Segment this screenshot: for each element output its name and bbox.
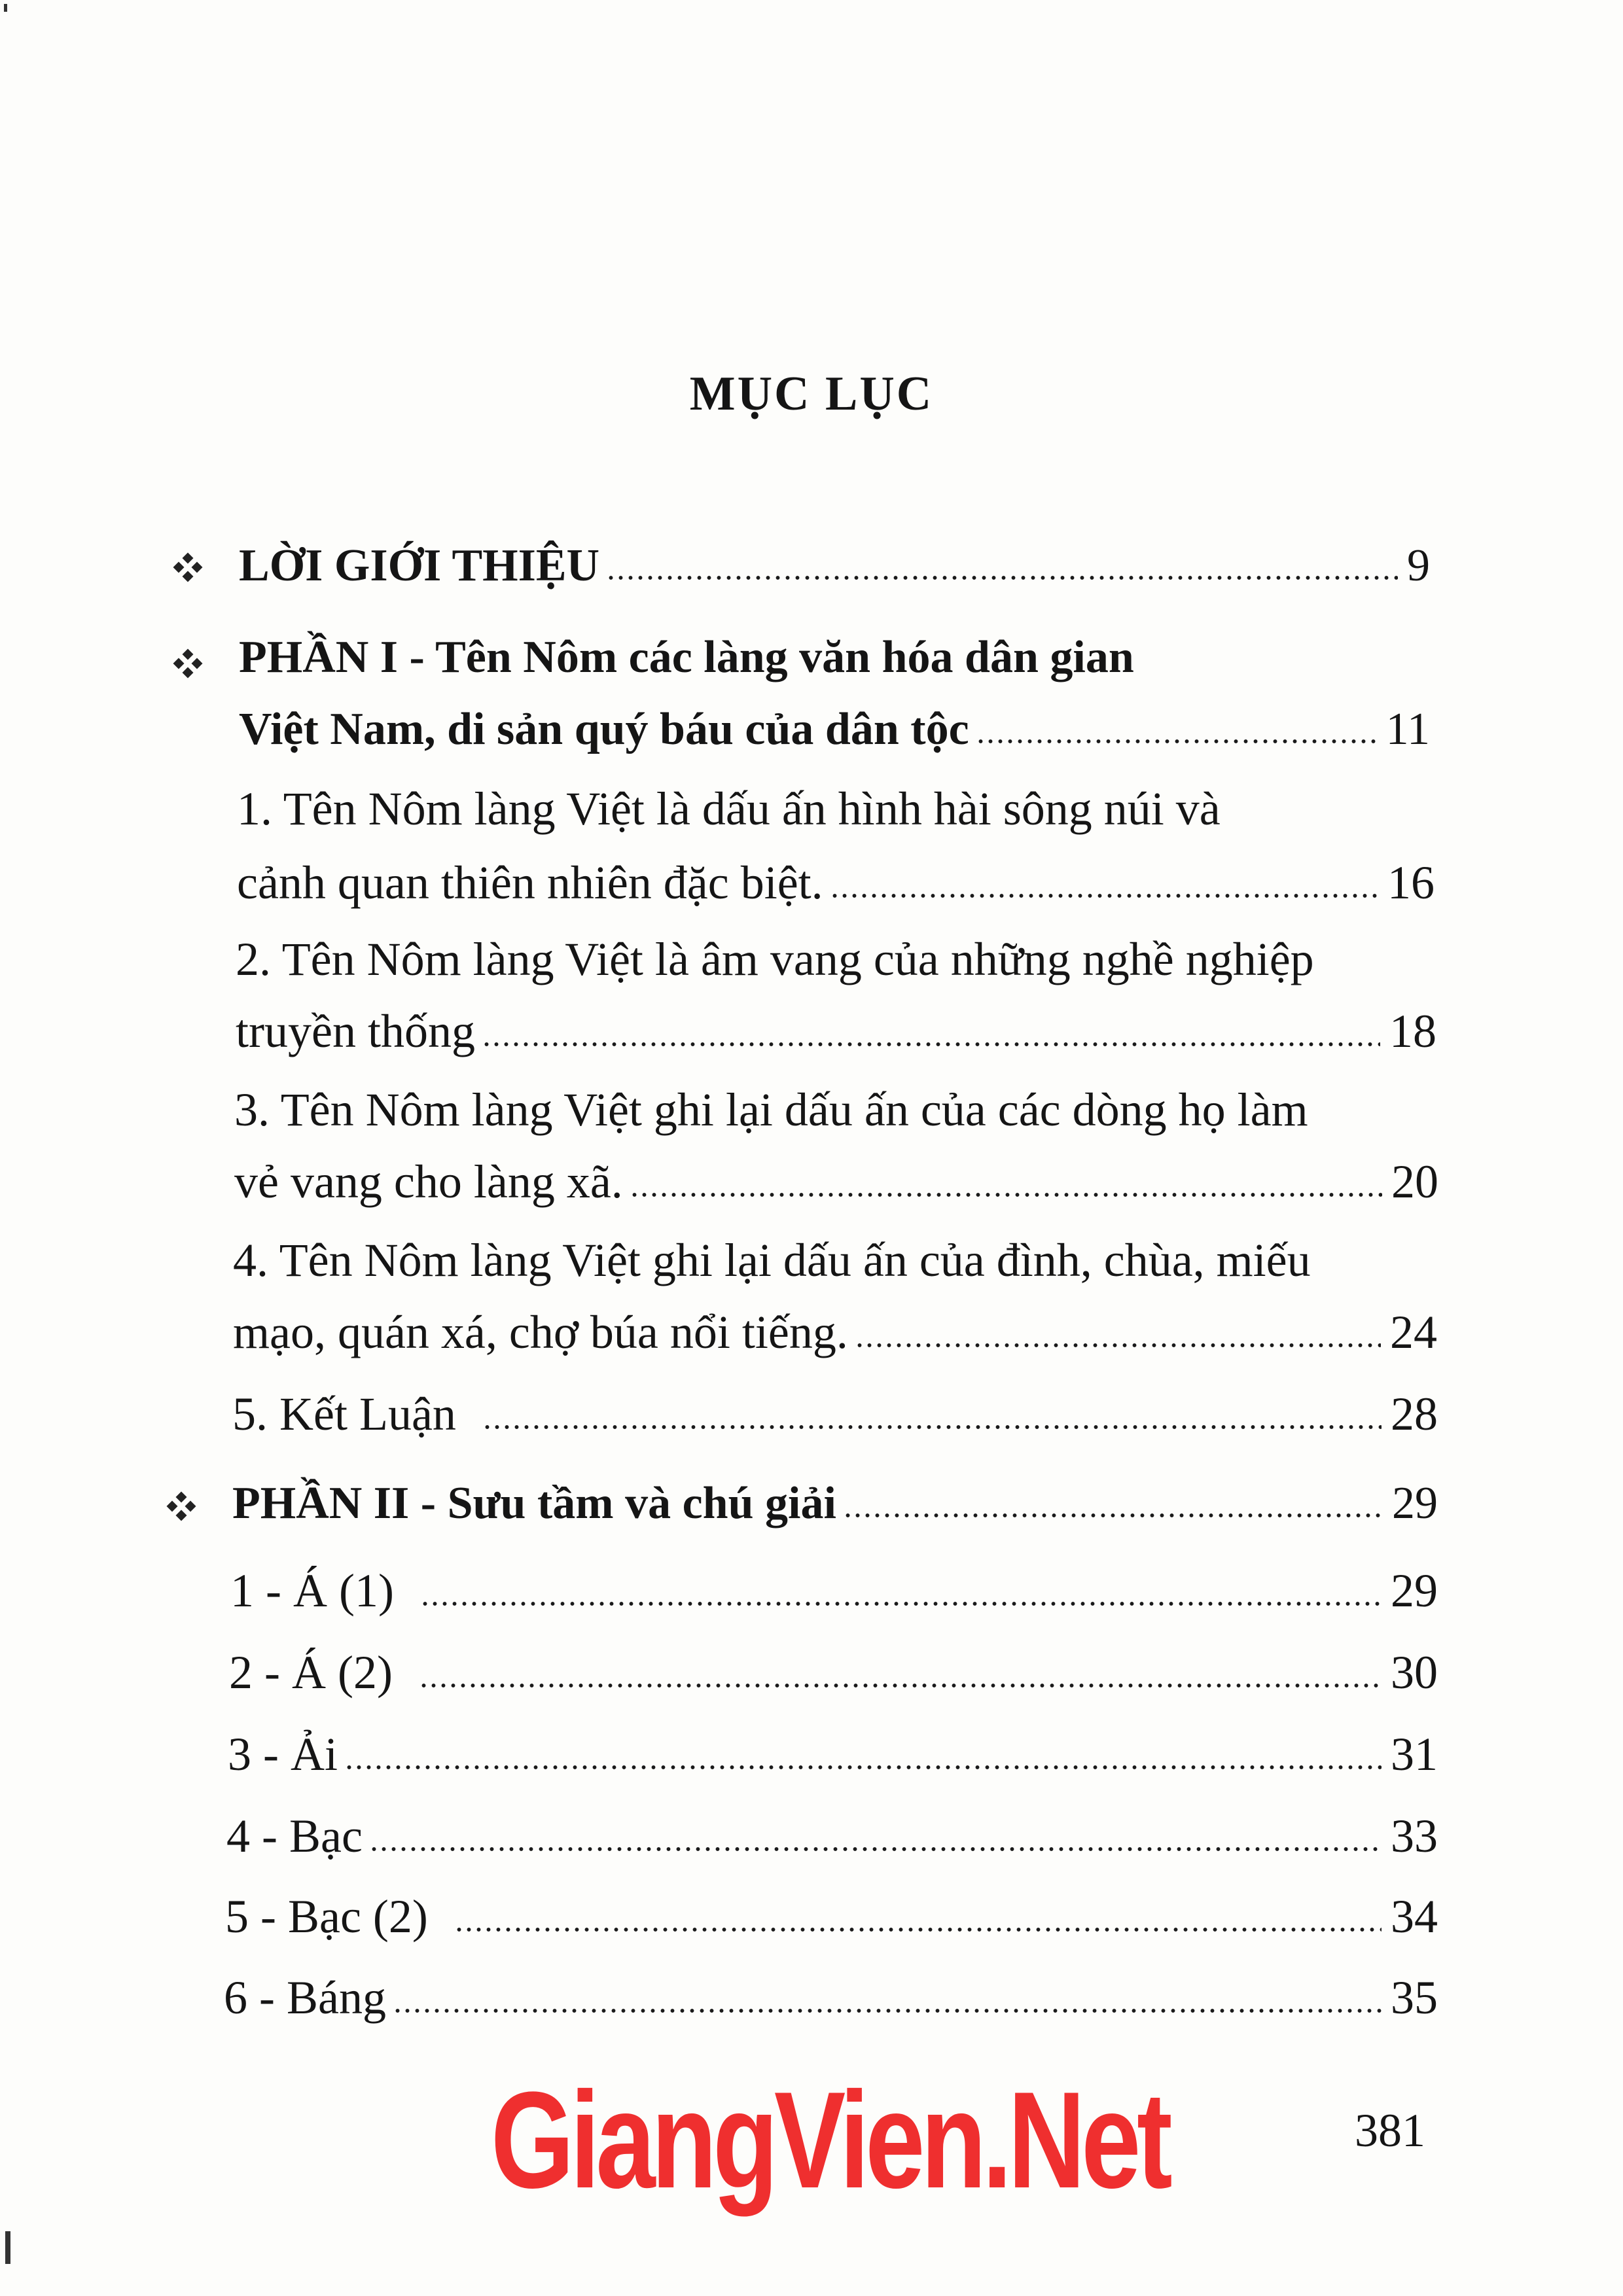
toc-entry-label: 3 - Ải <box>228 1728 338 1780</box>
page-title: MỤC LỤC <box>689 367 934 421</box>
toc-entry-label: PHẦN II - Sưu tầm và chú giải <box>232 1478 836 1528</box>
dot-leader <box>369 1846 1382 1852</box>
toc-entry-village-5[interactable] <box>225 1890 1438 1944</box>
toc-entry-label: LỜI GIỚI THIỆU <box>239 540 600 591</box>
diamond-bullet-icon <box>173 553 202 582</box>
dot-leader <box>606 575 1398 580</box>
dot-leader <box>420 1601 1382 1606</box>
toc-entry-part2[interactable] <box>232 1477 1438 1530</box>
toc-entry-part1[interactable] <box>239 703 1430 756</box>
toc-entry-label: mạo, quán xá, chợ búa nổi tiếng. <box>233 1306 848 1358</box>
toc-entry-part1-line1[interactable]: PHẦN I - Tên Nôm các làng văn hóa dân gian <box>239 632 1134 682</box>
toc-entry-label: 5. Kết Luận <box>232 1388 456 1440</box>
toc-entry-village-4[interactable] <box>226 1809 1438 1863</box>
dot-leader <box>419 1683 1382 1688</box>
toc-entry-label: cảnh quan thiên nhiên đặc biệt. <box>237 857 823 909</box>
dot-leader <box>976 739 1377 744</box>
toc-entry-item2-line1[interactable]: 2. Tên Nôm làng Việt là âm vang của những nghề nghiệp <box>236 933 1314 985</box>
toc-entry-item1[interactable] <box>237 856 1435 910</box>
toc-entry-item1-line1[interactable]: 1. Tên Nôm làng Việt là dấu ấn hình hài sông núi và <box>237 783 1221 835</box>
toc-entry-label: truyền thống <box>236 1005 475 1057</box>
dot-leader <box>843 1513 1383 1518</box>
toc-entry-village-1[interactable] <box>230 1564 1438 1618</box>
toc-page-number: 35 <box>1391 1971 1438 2024</box>
toc-page-number: 34 <box>1391 1890 1438 1943</box>
toc-page-number: 30 <box>1391 1646 1438 1699</box>
toc-page-number: 24 <box>1390 1306 1437 1358</box>
toc-entry-village-2[interactable] <box>229 1646 1438 1700</box>
watermark-logo: GiangVien.Net <box>491 2063 1169 2217</box>
toc-entry-item5[interactable] <box>232 1387 1438 1441</box>
dot-leader <box>855 1343 1381 1348</box>
toc-entry-item3-line1[interactable]: 3. Tên Nôm làng Việt ghi lại dấu ấn của các dòng họ làm <box>234 1084 1308 1136</box>
toc-entry-item3[interactable] <box>234 1155 1438 1209</box>
diamond-bullet-icon <box>173 649 202 678</box>
toc-page-number: 33 <box>1391 1810 1438 1862</box>
scan-mark-bottom-left <box>5 2231 10 2264</box>
toc-entry-item4[interactable] <box>233 1305 1437 1360</box>
dot-leader <box>344 1765 1382 1770</box>
toc-entry-item2[interactable] <box>236 1004 1436 1059</box>
dot-leader <box>830 893 1378 898</box>
toc-page-number: 20 <box>1391 1156 1438 1208</box>
toc-page-number: 28 <box>1391 1388 1438 1440</box>
toc-page-number: 29 <box>1391 1564 1438 1617</box>
toc-entry-item4-line1[interactable]: 4. Tên Nôm làng Việt ghi lại dấu ấn của đình, chùa, miếu <box>233 1234 1311 1286</box>
dot-leader <box>630 1192 1382 1197</box>
toc-entry-village-6[interactable] <box>224 1971 1438 2025</box>
toc-entry-label: 6 - Báng <box>224 1971 386 2024</box>
toc-entry-label: vẻ vang cho làng xã. <box>234 1156 623 1208</box>
page-number: 381 <box>1355 2104 1425 2157</box>
toc-page-number: 31 <box>1391 1728 1438 1780</box>
toc-entry-label: 2 - Á (2) <box>229 1646 393 1699</box>
dot-leader <box>482 1042 1380 1047</box>
dot-leader <box>482 1424 1382 1430</box>
dot-leader <box>393 2008 1382 2013</box>
toc-entry-intro[interactable] <box>239 540 1430 592</box>
toc-page-number: 11 <box>1385 704 1430 754</box>
toc-entry-label: 1 - Á (1) <box>230 1564 394 1617</box>
toc-entry-label: 5 - Bạc (2) <box>225 1890 428 1943</box>
scan-mark-top-left <box>4 4 7 12</box>
dot-leader <box>454 1927 1382 1932</box>
toc-entry-village-3[interactable] <box>228 1727 1438 1782</box>
toc-page-number: 18 <box>1389 1005 1436 1057</box>
toc-entry-label: Việt Nam, di sản quý báu của dân tộc <box>239 704 969 754</box>
diamond-bullet-icon <box>167 1492 196 1521</box>
toc-page-number: 16 <box>1387 857 1435 909</box>
toc-page-number: 9 <box>1407 540 1430 591</box>
toc-page-number: 29 <box>1392 1478 1438 1528</box>
toc-entry-label: 4 - Bạc <box>226 1810 363 1862</box>
